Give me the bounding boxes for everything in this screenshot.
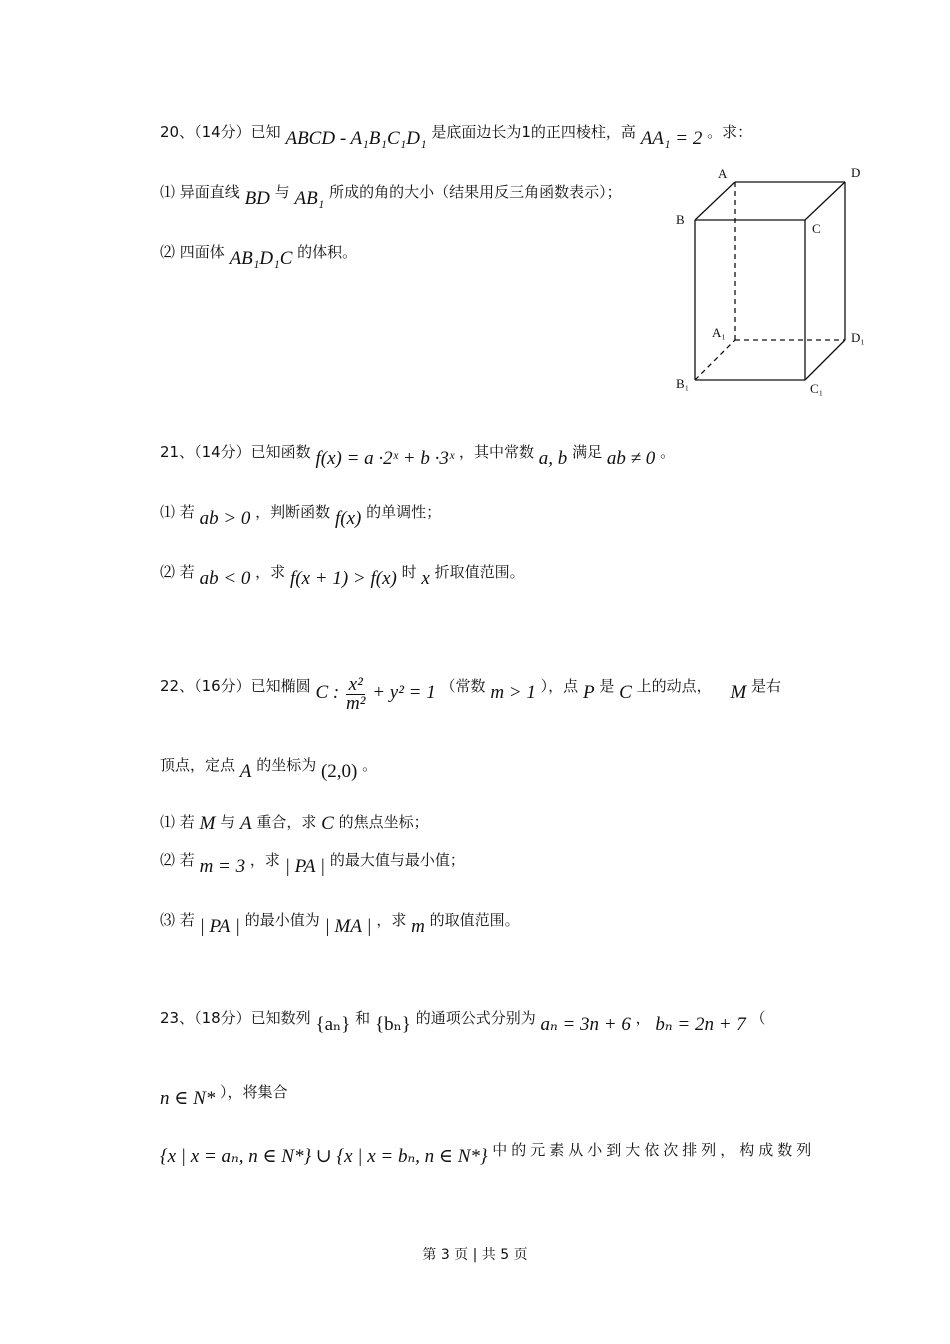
prism-figure — [660, 160, 890, 400]
q22-part3: ⑶ 若 | PA | 的最小值为 | MA | ，求 m 的取值范围。 — [160, 911, 520, 937]
q23-set: {x | x = aₙ, n ∈ N*} ∪ {x | x = bₙ, n ∈ N*} 中的元素从小到大依次排列，构成数列 — [160, 1141, 816, 1167]
label-C1: C₁ — [810, 381, 824, 396]
q22-stem: 22、（16分）已知椭圆 C : $\frac{\text{x²}}{\text{m²}}$ + y² = 1 （常数 m > 1 ），点 P 是 C 上的动点， M 是右 — [160, 674, 782, 714]
q21-part1: ⑴ 若 ab > 0 ，判断函数 f(x) 的单调性； — [160, 503, 442, 529]
q22-part2: ⑵ 若 m = 3 ，求 | PA | 的最大值与最小值； — [160, 851, 465, 877]
q20-height: AA₁ = 2 — [640, 128, 703, 149]
q23-stem-cont: n ∈ N* ），将集合 — [160, 1083, 288, 1109]
label-D: D — [851, 165, 861, 180]
q23-stem: 23、（18分）已知数列 {aₙ} 和 {bₙ} 的通项公式分别为 aₙ = 3n + 6 ， bₙ = 2n + 7 （ — [160, 1009, 766, 1035]
label-A: A — [718, 166, 728, 181]
label-B1: B₁ — [676, 376, 690, 391]
q20-part2: ⑵ 四面体 AB₁D₁C 的体积。 — [160, 243, 358, 269]
q21-stem: 21、（14分）已知函数 f(x) = a ·2ˣ + b ·3ˣ ，其中常数 a, b 满足 ab ≠ 0 。 — [160, 443, 676, 469]
label-A1: A₁ — [712, 325, 726, 340]
q21-part2: ⑵ 若 ab < 0 ，求 f(x + 1) > f(x) 时 x 折取值范围。 — [160, 563, 525, 589]
label-C: C — [812, 221, 821, 236]
ellipse-fraction: $\frac{\text{x²}}{\text{m²}}$ — [346, 674, 366, 714]
page-footer: 第 3 页 | 共 5 页 — [422, 1247, 528, 1263]
label-B: B — [676, 212, 685, 227]
q20-prism: ABCD - A₁B₁C₁D₁ — [285, 128, 427, 149]
q20-part1: ⑴ 异面直线 BD 与 AB₁ 所成的角的大小（结果用反三角函数表示）； — [160, 183, 622, 209]
q20-stem: 20、（14分）已知 ABCD - A₁B₁C₁D₁ 是底面边长为1的正四棱柱，高 AA₁ = 2 。求： — [160, 123, 753, 149]
q22-part1: ⑴ 若 M 与 A 重合，求 C 的焦点坐标； — [160, 813, 429, 834]
label-D1: D₁ — [851, 330, 865, 345]
q22-stem-cont: 顶点，定点 A 的坐标为 (2,0) 。 — [160, 756, 378, 782]
